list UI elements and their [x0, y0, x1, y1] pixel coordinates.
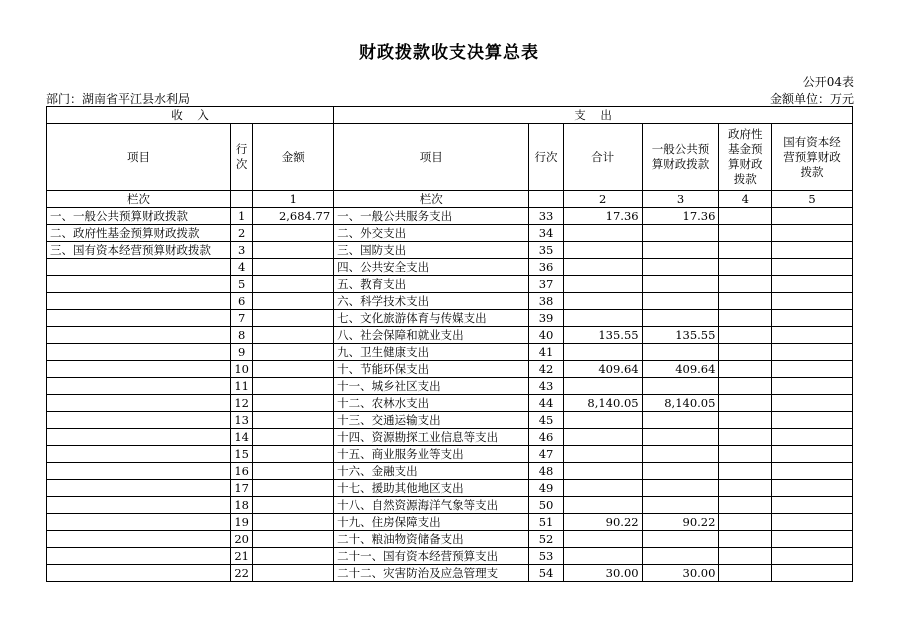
total-cell — [563, 259, 642, 276]
income-item-cell — [47, 378, 231, 395]
total-cell — [563, 242, 642, 259]
expense-item-cell: 四、公共安全支出 — [334, 259, 529, 276]
general-budget-cell — [642, 548, 719, 565]
income-line-cell: 9 — [231, 344, 253, 361]
total-header: 合计 — [563, 124, 642, 191]
expense-line-cell: 40 — [529, 327, 563, 344]
expense-item-cell: 一、一般公共服务支出 — [334, 208, 529, 225]
table-row — [47, 293, 853, 310]
general-budget-cell — [642, 276, 719, 293]
state-capital-cell — [772, 446, 853, 463]
income-line-cell: 5 — [231, 276, 253, 293]
state-capital-cell — [772, 208, 853, 225]
amount-cell — [253, 310, 334, 327]
expense-item-cell: 十九、住房保障支出 — [334, 514, 529, 531]
table-row — [47, 310, 853, 327]
total-cell: 30.00 — [563, 565, 642, 582]
state-capital-cell — [772, 361, 853, 378]
amount-cell — [253, 463, 334, 480]
general-budget-cell — [642, 259, 719, 276]
gov-fund-cell — [719, 361, 772, 378]
amount-cell — [253, 378, 334, 395]
total-cell — [563, 310, 642, 327]
total-cell — [563, 463, 642, 480]
expense-line-cell: 48 — [529, 463, 563, 480]
amount-cell — [253, 429, 334, 446]
general-budget-cell — [642, 310, 719, 327]
income-item-cell — [47, 310, 231, 327]
form-number: 公开04表 — [802, 75, 854, 89]
expense-item-cell: 二十、粮油物资储备支出 — [334, 531, 529, 548]
amount-cell — [253, 446, 334, 463]
amount-cell — [253, 548, 334, 565]
income-line-cell: 1 — [231, 208, 253, 225]
income-line-cell: 10 — [231, 361, 253, 378]
amount-cell — [253, 514, 334, 531]
state-capital-cell — [772, 412, 853, 429]
expense-item-cell: 十二、农林水支出 — [334, 395, 529, 412]
table-row — [47, 497, 853, 514]
income-line-cell: 20 — [231, 531, 253, 548]
income-item-cell — [47, 276, 231, 293]
general-budget-cell — [642, 378, 719, 395]
state-capital-cell — [772, 378, 853, 395]
general-budget-cell: 90.22 — [642, 514, 719, 531]
gov-fund-cell — [719, 378, 772, 395]
state-capital-cell — [772, 344, 853, 361]
gov-fund-cell — [719, 565, 772, 582]
income-header: 收 入 — [47, 107, 334, 124]
expense-line-cell: 37 — [529, 276, 563, 293]
state-capital-cell — [772, 242, 853, 259]
col-number: 4 — [719, 191, 772, 208]
income-item-cell — [47, 548, 231, 565]
general-budget-cell — [642, 531, 719, 548]
state-capital-cell — [772, 259, 853, 276]
col-blank — [529, 191, 563, 208]
table-row — [47, 276, 853, 293]
state-capital-cell — [772, 463, 853, 480]
total-cell — [563, 548, 642, 565]
general-budget-cell — [642, 446, 719, 463]
income-item-cell — [47, 429, 231, 446]
total-cell — [563, 276, 642, 293]
state-capital-cell — [772, 531, 853, 548]
total-cell: 409.64 — [563, 361, 642, 378]
gov-fund-cell — [719, 293, 772, 310]
total-cell — [563, 446, 642, 463]
table-row — [47, 327, 853, 344]
income-line-cell: 17 — [231, 480, 253, 497]
total-cell — [563, 429, 642, 446]
gov-fund-cell — [719, 276, 772, 293]
expense-line-cell: 44 — [529, 395, 563, 412]
state-capital-cell — [772, 565, 853, 582]
expense-item-cell: 二十二、灾害防治及应急管理支 — [334, 565, 529, 582]
state-capital-cell — [772, 548, 853, 565]
expense-line-cell: 47 — [529, 446, 563, 463]
state-capital-cell — [772, 310, 853, 327]
expense-item-cell: 十、节能环保支出 — [334, 361, 529, 378]
expense-item-cell: 三、国防支出 — [334, 242, 529, 259]
expense-item-cell: 十五、商业服务业等支出 — [334, 446, 529, 463]
expense-line-cell: 49 — [529, 480, 563, 497]
expense-header: 支 出 — [334, 107, 853, 124]
expense-line-cell: 36 — [529, 259, 563, 276]
general-budget-cell: 135.55 — [642, 327, 719, 344]
general-budget-cell — [642, 429, 719, 446]
amount-cell — [253, 565, 334, 582]
expense-line-cell: 54 — [529, 565, 563, 582]
table-row — [47, 242, 853, 259]
amount-cell: 2,684.77 — [253, 208, 334, 225]
total-cell — [563, 531, 642, 548]
total-cell — [563, 378, 642, 395]
gov-fund-cell — [719, 412, 772, 429]
income-item-header: 项目 — [47, 124, 231, 191]
income-line-cell: 7 — [231, 310, 253, 327]
gov-fund-cell — [719, 514, 772, 531]
total-cell — [563, 497, 642, 514]
gov-fund-cell — [719, 395, 772, 412]
table-row — [47, 565, 853, 582]
expense-item-header: 项目 — [334, 124, 529, 191]
income-item-cell: 二、政府性基金预算财政拨款 — [47, 225, 231, 242]
income-item-cell — [47, 395, 231, 412]
income-line-cell: 2 — [231, 225, 253, 242]
expense-item-cell: 十七、援助其他地区支出 — [334, 480, 529, 497]
gov-fund-header: 政府性基金预算财政拨款 — [719, 124, 772, 191]
table-row — [47, 514, 853, 531]
income-line-cell: 18 — [231, 497, 253, 514]
state-capital-cell — [772, 480, 853, 497]
department-label: 部门：湖南省平江县水利局 — [46, 92, 191, 106]
general-budget-cell: 30.00 — [642, 565, 719, 582]
expense-item-cell: 十一、城乡社区支出 — [334, 378, 529, 395]
expense-item-cell: 七、文化旅游体育与传媒支出 — [334, 310, 529, 327]
income-item-cell — [47, 446, 231, 463]
expense-line-cell: 35 — [529, 242, 563, 259]
income-item-cell — [47, 412, 231, 429]
income-line-header: 行次 — [231, 124, 253, 191]
amount-cell — [253, 412, 334, 429]
expense-line-cell: 38 — [529, 293, 563, 310]
income-item-cell — [47, 463, 231, 480]
table-row — [47, 429, 853, 446]
page-title: 财政拨款收支决算总表 — [359, 43, 539, 63]
table-row — [47, 361, 853, 378]
state-capital-cell — [772, 276, 853, 293]
total-cell: 90.22 — [563, 514, 642, 531]
fiscal-summary-table — [46, 106, 853, 582]
gov-fund-cell — [719, 531, 772, 548]
income-item-cell — [47, 497, 231, 514]
total-cell — [563, 480, 642, 497]
income-line-cell: 14 — [231, 429, 253, 446]
col-number: 5 — [772, 191, 853, 208]
gov-fund-cell — [719, 463, 772, 480]
total-cell: 8,140.05 — [563, 395, 642, 412]
income-item-cell: 一、一般公共预算财政拨款 — [47, 208, 231, 225]
income-line-cell: 6 — [231, 293, 253, 310]
state-capital-cell — [772, 429, 853, 446]
table-row — [47, 548, 853, 565]
state-capital-cell — [772, 327, 853, 344]
expense-item-cell: 九、卫生健康支出 — [334, 344, 529, 361]
general-budget-cell — [642, 480, 719, 497]
income-line-cell: 8 — [231, 327, 253, 344]
table-row — [47, 378, 853, 395]
expense-item-cell: 十八、自然资源海洋气象等支出 — [334, 497, 529, 514]
income-line-cell: 3 — [231, 242, 253, 259]
col-label-expense: 栏次 — [334, 191, 529, 208]
expense-item-cell: 十六、金融支出 — [334, 463, 529, 480]
expense-item-cell: 二十一、国有资本经营预算支出 — [334, 548, 529, 565]
table-row — [47, 463, 853, 480]
expense-line-cell: 46 — [529, 429, 563, 446]
gov-fund-cell — [719, 497, 772, 514]
amount-cell — [253, 480, 334, 497]
income-item-cell — [47, 293, 231, 310]
total-cell — [563, 344, 642, 361]
income-line-cell: 4 — [231, 259, 253, 276]
total-cell — [563, 293, 642, 310]
expense-item-cell: 十三、交通运输支出 — [334, 412, 529, 429]
gov-fund-cell — [719, 208, 772, 225]
amount-cell — [253, 276, 334, 293]
table-row — [47, 395, 853, 412]
expense-line-cell: 41 — [529, 344, 563, 361]
income-line-cell: 13 — [231, 412, 253, 429]
table-row — [47, 259, 853, 276]
total-cell — [563, 412, 642, 429]
amount-cell — [253, 293, 334, 310]
income-line-cell: 19 — [231, 514, 253, 531]
expense-line-cell: 52 — [529, 531, 563, 548]
income-line-cell: 16 — [231, 463, 253, 480]
income-item-cell: 三、国有资本经营预算财政拨款 — [47, 242, 231, 259]
gov-fund-cell — [719, 480, 772, 497]
income-item-cell — [47, 327, 231, 344]
state-capital-cell — [772, 395, 853, 412]
general-budget-cell — [642, 463, 719, 480]
expense-line-cell: 50 — [529, 497, 563, 514]
income-item-cell — [47, 514, 231, 531]
col-label-income: 栏次 — [47, 191, 231, 208]
general-budget-cell: 8,140.05 — [642, 395, 719, 412]
gov-fund-cell — [719, 225, 772, 242]
col-blank — [231, 191, 253, 208]
amount-cell — [253, 242, 334, 259]
general-budget-cell: 17.36 — [642, 208, 719, 225]
general-budget-cell — [642, 344, 719, 361]
general-budget-cell — [642, 497, 719, 514]
income-line-cell: 21 — [231, 548, 253, 565]
total-cell: 17.36 — [563, 208, 642, 225]
income-line-cell: 12 — [231, 395, 253, 412]
expense-line-header: 行次 — [529, 124, 563, 191]
expense-item-cell: 二、外交支出 — [334, 225, 529, 242]
expense-item-cell: 五、教育支出 — [334, 276, 529, 293]
expense-line-cell: 53 — [529, 548, 563, 565]
general-budget-cell — [642, 225, 719, 242]
general-budget-cell — [642, 293, 719, 310]
income-item-cell — [47, 565, 231, 582]
gov-fund-cell — [719, 327, 772, 344]
gov-fund-cell — [719, 446, 772, 463]
general-budget-cell — [642, 242, 719, 259]
expense-item-cell: 八、社会保障和就业支出 — [334, 327, 529, 344]
expense-line-cell: 34 — [529, 225, 563, 242]
gov-fund-cell — [719, 548, 772, 565]
expense-line-cell: 42 — [529, 361, 563, 378]
income-item-cell — [47, 480, 231, 497]
income-item-cell — [47, 259, 231, 276]
total-cell: 135.55 — [563, 327, 642, 344]
state-capital-cell — [772, 514, 853, 531]
amount-header: 金额 — [253, 124, 334, 191]
state-capital-cell — [772, 293, 853, 310]
amount-cell — [253, 361, 334, 378]
expense-line-cell: 33 — [529, 208, 563, 225]
expense-item-cell: 六、科学技术支出 — [334, 293, 529, 310]
table-row — [47, 344, 853, 361]
table-row — [47, 225, 853, 242]
expense-item-cell: 十四、资源勘探工业信息等支出 — [334, 429, 529, 446]
amount-cell — [253, 497, 334, 514]
income-item-cell — [47, 344, 231, 361]
table-row — [47, 208, 853, 225]
amount-cell — [253, 259, 334, 276]
col-number: 2 — [563, 191, 642, 208]
table-row — [47, 412, 853, 429]
amount-cell — [253, 395, 334, 412]
gov-fund-cell — [719, 310, 772, 327]
amount-cell — [253, 531, 334, 548]
gov-fund-cell — [719, 429, 772, 446]
table-row — [47, 446, 853, 463]
expense-line-cell: 39 — [529, 310, 563, 327]
gov-fund-cell — [719, 344, 772, 361]
amount-cell — [253, 327, 334, 344]
table-row — [47, 531, 853, 548]
general-budget-cell — [642, 412, 719, 429]
state-capital-cell — [772, 497, 853, 514]
table-row — [47, 480, 853, 497]
income-line-cell: 15 — [231, 446, 253, 463]
general-budget-header: 一般公共预算财政拨款 — [642, 124, 719, 191]
amount-cell — [253, 225, 334, 242]
income-item-cell — [47, 361, 231, 378]
state-capital-cell — [772, 225, 853, 242]
state-capital-header: 国有资本经营预算财政拨款 — [772, 124, 853, 191]
general-budget-cell: 409.64 — [642, 361, 719, 378]
gov-fund-cell — [719, 242, 772, 259]
expense-line-cell: 43 — [529, 378, 563, 395]
total-cell — [563, 225, 642, 242]
expense-line-cell: 51 — [529, 514, 563, 531]
amount-cell — [253, 344, 334, 361]
col-number: 1 — [253, 191, 334, 208]
expense-line-cell: 45 — [529, 412, 563, 429]
income-line-cell: 22 — [231, 565, 253, 582]
col-number: 3 — [642, 191, 719, 208]
unit-label: 金额单位：万元 — [769, 92, 854, 106]
gov-fund-cell — [719, 259, 772, 276]
income-item-cell — [47, 531, 231, 548]
income-line-cell: 11 — [231, 378, 253, 395]
